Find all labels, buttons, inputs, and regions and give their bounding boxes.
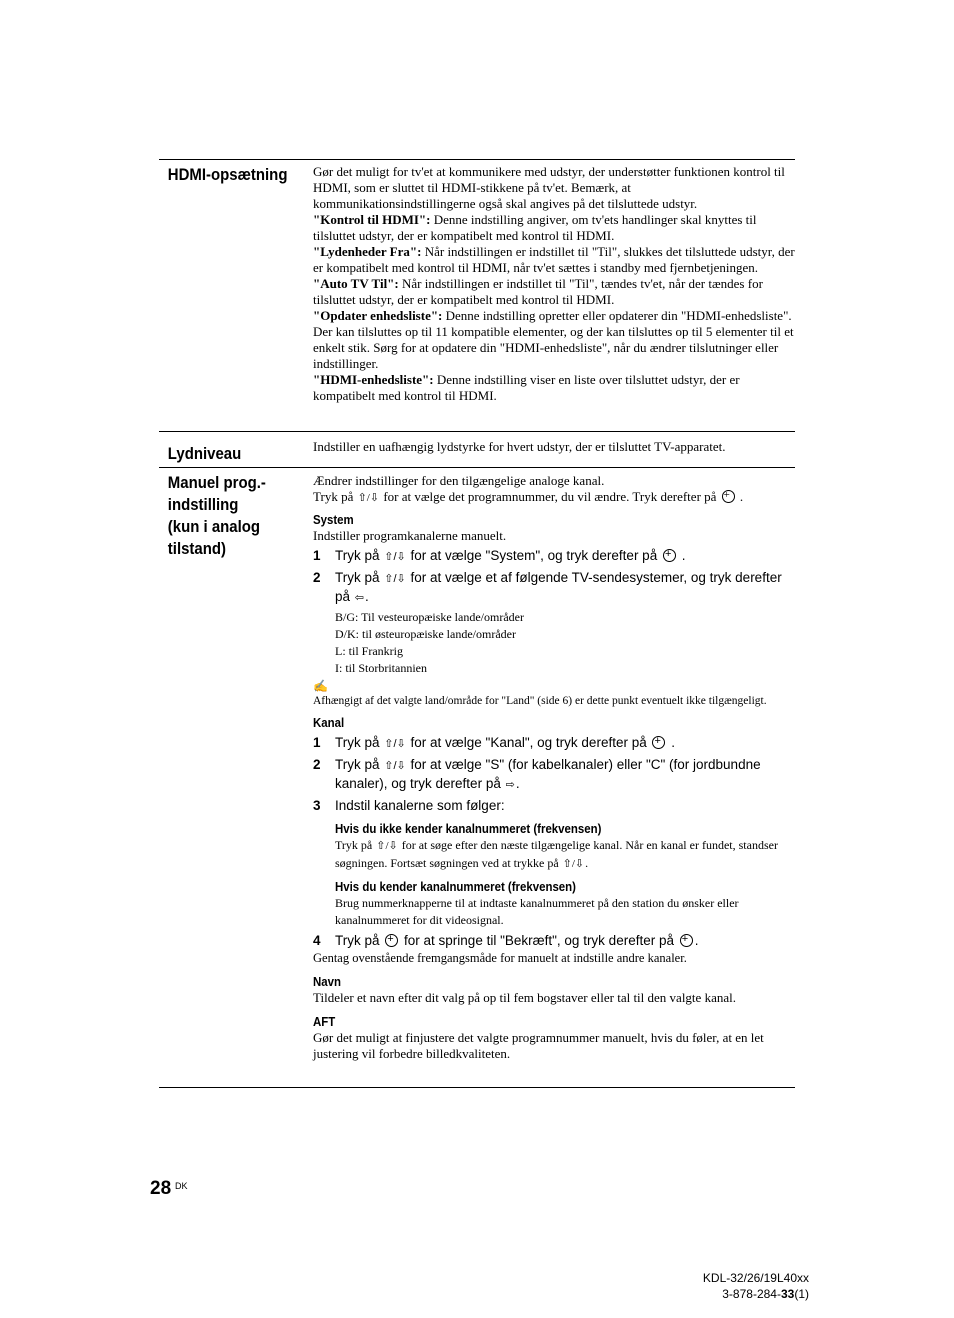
list-item: B/G: Til vesteuropæiske lande/områder (335, 610, 524, 624)
lydniveau-heading: Lydniveau (167, 444, 242, 463)
aft-heading: AFT (313, 1014, 336, 1029)
enter-button-icon (663, 549, 676, 562)
manuel-body (313, 468, 795, 1087)
navn-text: Tildeler et navn efter dit valg på op til fem bogstaver eller tal til den valgte kanal. (313, 990, 736, 1005)
hdmi-item: "Lydenheder Fra": Når indstillingen er indstillet til "Til", slukkes det tilsluttede udstyr, der er kompatibelt med kontrol til HDMI, når tv'et sættes i standby med fjernbetjeningen. (313, 244, 795, 275)
row-hdmi (159, 159, 795, 431)
lydniveau-body: Indstiller en uafhængig lydstyrke for hvert udstyr, der er tilsluttet TV-apparatet. (313, 439, 726, 454)
kanal-sub-unknown-text: Tryk på ⇧/⇩ for at søge efter den næste tilgængelige kanal. Når en kanal er fundet, standser søgningen. Fortsæt søgningen ved at trykke på ⇧/⇩. (335, 838, 778, 870)
hdmi-item: "Opdater enhedsliste": Denne indstilling opretter eller opdaterer din "HDMI-enhedsliste". Der kan tilsluttes op til 11 kompatible elementer, og der kan tilsluttes op til 5 elementer til et enkelt stik. Sørg for at opdatere din "HDMI-enhedsliste", når du ændrer tilslutninger eller indstillinger. (313, 308, 794, 371)
kanal-step-3: 3 Indstil kanalerne som følger: (313, 798, 505, 813)
up-down-arrows-icon: ⇧/⇩ (384, 573, 406, 585)
settings-table (159, 159, 795, 1088)
up-down-arrows-icon: ⇧/⇩ (376, 840, 398, 852)
page-number: 28 (150, 1178, 172, 1199)
kanal-step-1: 1 Tryk på ⇧/⇩ for at vælge "Kanal", og tryk derefter på + . (313, 734, 795, 753)
list-item: I: til Storbritannien (335, 661, 427, 675)
hdmi-body (313, 160, 795, 431)
system-heading: System (313, 512, 354, 527)
up-down-arrows-icon: ⇧/⇩ (384, 738, 406, 750)
list-item: D/K: til østeuropæiske lande/områder (335, 627, 516, 641)
manuel-intro: Ændrer indstillinger for den tilgængelige analoge kanal. (313, 473, 605, 488)
note-icon: ✍ (313, 679, 328, 693)
up-down-arrows-icon: ⇧/⇩ (384, 760, 406, 772)
hdmi-item: "Auto TV Til": Når indstillingen er indstillet til "Til", tændes tv'et, når der tændes for tilsluttet udstyr, der er kompatibelt med kontrol til HDMI. (313, 276, 763, 307)
right-arrow-icon: ⇨ (505, 779, 515, 791)
up-down-arrows-icon: ⇧/⇩ (562, 858, 585, 870)
hdmi-item: "Kontrol til HDMI": Denne indstilling angiver, om tv'ets handlinger skal knyttes til tilsluttet udstyr, der er kompatibelt med kontrol til HDMI. (313, 212, 757, 243)
up-down-arrows-icon: ⇧/⇩ (357, 492, 380, 504)
system-desc: Indstiller programkanalerne manuelt. (313, 528, 507, 543)
manuel-heading: Manuel prog.- indstilling (kun i analog tilstand) (167, 473, 266, 558)
kanal-heading: Kanal (313, 715, 345, 730)
model-info (703, 1270, 809, 1302)
aft-text: Gør det muligt at finjustere det valgte programnummer manuelt, hvis du føler, at en let justering vil forbedre billedkvaliteten. (313, 1030, 764, 1061)
left-arrow-icon: ⇦ (354, 592, 364, 604)
kanal-sub-known-text: Brug nummerknapperne til at indtaste kanalnummeret på den station du ønsker eller kanalnummeret for dit videosignal. (335, 896, 739, 927)
navn-heading: Navn (313, 974, 341, 989)
system-step-1: 1 Tryk på ⇧/⇩ for at vælge "System", og tryk derefter på + . (313, 547, 795, 566)
list-item: L: til Frankrig (335, 644, 403, 658)
enter-button-icon (385, 934, 398, 947)
system-note: Afhængigt af det valgte land/område for "Land" (side 6) er dette punkt eventuelt ikke tilgængeligt. (313, 695, 767, 707)
kanal-repeat: Gentag ovenstående fremgangsmåde for manuelt at indstille andre kanaler. (313, 951, 687, 965)
kanal-step-4: 4 Tryk på + for at springe til "Bekræft", og tryk derefter på +. (313, 932, 795, 950)
enter-button-icon (652, 736, 665, 749)
hdmi-item: "HDMI-enhedsliste": Denne indstilling viser en liste over tilsluttet udstyr, der er kompatibelt med kontrol til HDMI. (313, 372, 740, 403)
enter-button-icon (722, 490, 735, 503)
manuel-intro-2: Tryk på ⇧/⇩ for at vælge det programnummer, du vil ændre. Tryk derefter på + . (313, 489, 795, 506)
system-step-2: 2 Tryk på ⇧/⇩ for at vælge et af følgende TV-sendesystemer, og tryk derefter på ⇦. (313, 570, 782, 604)
system-options (335, 609, 795, 677)
up-down-arrows-icon: ⇧/⇩ (384, 551, 406, 563)
page-suffix: DK (175, 1181, 188, 1191)
row-lydniveau (159, 431, 795, 467)
model-number: KDL-32/26/19L40xx (702, 1271, 809, 1285)
kanal-sub-unknown: Hvis du ikke kender kanalnummeret (frekvensen) (335, 821, 602, 836)
enter-button-icon (680, 934, 693, 947)
hdmi-heading: HDMI-opsætning (167, 165, 288, 184)
kanal-step-2: 2 Tryk på ⇧/⇩ for at vælge "S" (for kabelkanaler) eller "C" (for jordbundne kanaler), og tryk derefter på ⇨. (313, 757, 761, 791)
document-code: 3-878-284-33(1) (722, 1287, 809, 1301)
row-manuel (159, 467, 795, 1088)
kanal-sub-known: Hvis du kender kanalnummeret (frekvensen) (335, 879, 576, 894)
hdmi-intro: Gør det muligt for tv'et at kommunikere med udstyr, der understøtter funktionen kontrol til HDMI, som er sluttet til HDMI-stikkene på tv'et. Bemærk, at kommunikationsindstillingerne også skal angives på det tilsluttede udstyr. (313, 164, 785, 211)
